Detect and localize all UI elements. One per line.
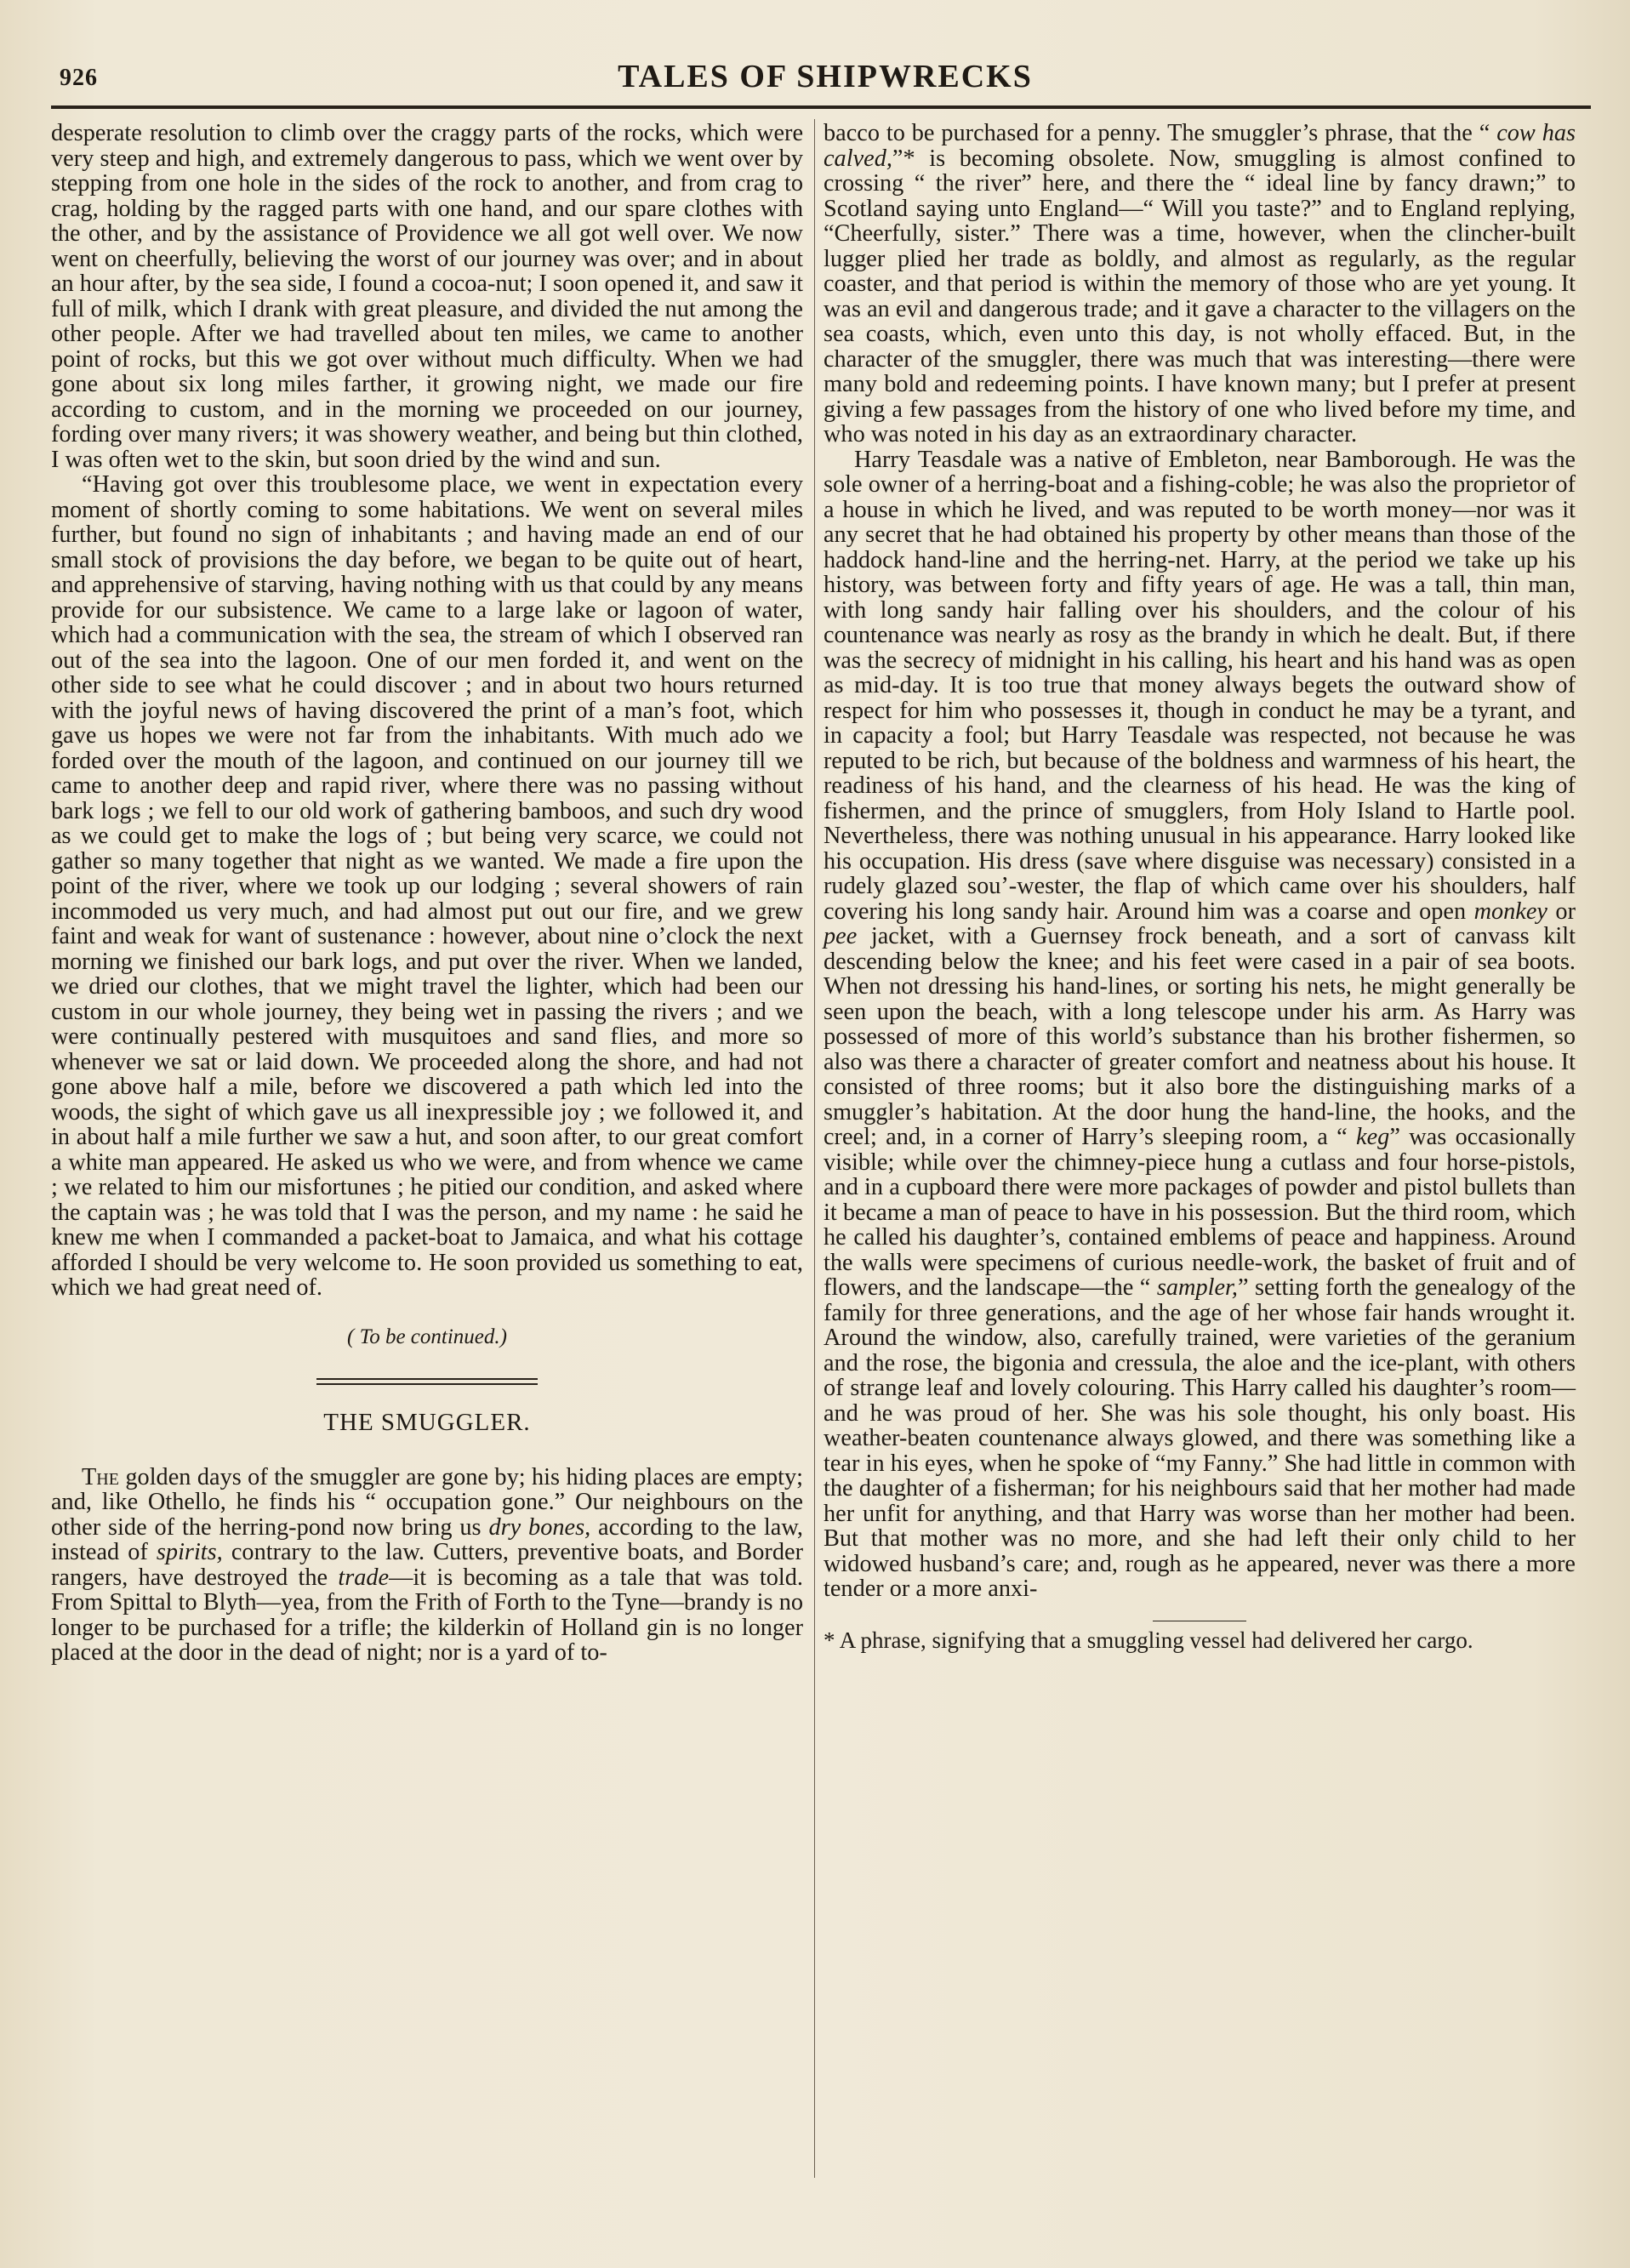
text-run: ” was occasionally visible; while over the chimney-piece hung a cutlass and four horse-pistols, and in a cupboard there were more packages of powder and pistol bullets than it became a man of peace to have in his possession. But the third room, which he called his daughter’s, contained emblems of peace and happiness. Around the walls were specimens of curious needle-work, the basket of fruit and of flowers, and the landscape—the “ [824,1124,1576,1301]
section-title: THE SMUGGLER. [323,1409,531,1436]
text-run: ” setting forth the genealogy of the family for three generations, and the age of her whose fair hands wrought it. Around the window, also, carefully trained, were varieties of the geranium and the rose, the bigonia and cressula, the aloe and the ice-plant, with others of strange leaf and lovely colouring. This Harry called his daughter’s room—and he was proud of her. She was his sole thought, his only boast. His weather-beaten countenance always glowed, and there was something like a tear in his eyes, when he spoke of “my Fanny.” She had little in common with the daughter of a fisherman; for his neighbours said that her mother had made her unfit for anything, and that Harry was worse than her mother had been. But that mother was no more, and she had left their only child to her widowed husband’s care; and, rough as he appeared, never was there a more tender or a more anxi- [824,1274,1576,1602]
italic-run: keg [1356,1124,1390,1150]
text-run: or [1547,898,1576,925]
italic-run: cow has calved, [824,120,1576,172]
text-run: Harry Teasdale was a native of Embleton, near Bamborough. He was the sole owner of a herring-boat and a fishing-coble; he was also the proprietor of a house in which he lived, and was reputed to be worth money—nor was it any secret that he had obtained his property by other means than those of the haddock hand-line and the herring-net. Harry, at the period we take up his history, was between forty and fifty years of age. He was a tall, thin man, with long sandy hair falling over his shoulders, and the colour of his countenance was nearly as rosy as the brandy in which he dealt. But, if there was the secrecy of midnight in his calling, his heart and his hand was as open as mid-day. It is too true that money always begets the outward show of respect for him who possesses it, though in conduct he may be a tyrant, and in capacity a fool; but Harry Teasdale was respected, not because he was reputed to be rich, but because of the boldness and warmness of his heart, the readiness of his hand, and the clearness of his head. He was the king of fishermen, and the prince of smugglers, from Holy Island to Hartle pool. Nevertheless, there was nothing unusual in his appearance. Harry looked like his occupation. His dress (save where disguise was necessary) consisted in a rudely glazed sou’-wester, the flap of which came over his shoulders, half covering his long sandy hair. Around him was a coarse and open [824,446,1576,925]
section-divider [316,1378,538,1385]
footnote: * A phrase, signifying that a smuggling vessel had delivered her cargo. [824,1627,1473,1653]
right-column [824,121,1576,1653]
page-number: 926 [60,65,98,91]
paragraph [824,447,1576,1602]
italic-run: pee [824,923,858,949]
italic-run: monkey [1473,898,1547,925]
page-header [60,49,1591,100]
italic-run: trade [338,1564,390,1591]
italic-run: spirits, [156,1539,223,1565]
left-column [51,121,803,1666]
to-be-continued-note: ( To be continued.) [347,1325,507,1348]
text-run: according to the law, instead of [51,1513,803,1565]
header-rule [51,105,1591,109]
paragraph: desperate resolution to climb over the craggy parts of the rocks, which were very steep and high, and extremely dangerous to pass, which we went over by stepping from one hole in the sides of the rock to another, and from crag to crag, holding by the ragged parts with one hand, and our spare clothes with the other, and by the assistance of Providence we all got well over. We now went on cheerfully, believing the worst of our journey was over; and in about an hour after, by the sea side, I found a cocoa-nut; I soon opened it, and saw it full of milk, which I drank with great pleasure, and divided the nut among the other people. After we had travelled about ten miles, we came to another point of rocks, but this we got over without much difficulty. When we had gone about six long miles farther, it growing night, we made our fire according to custom, and in the morning we proceeded on our journey, fording over many rivers; it was showery weather, and being but thin clothed, I was often wet to the skin, but soon dried by the wind and sun. [51,120,803,473]
drop-word: The [82,1463,119,1490]
column-rule [814,119,815,2178]
text-run: ”* is becoming obsolete. Now, smuggling is almost confined to crossing “ the river” here, and there the “ ideal line by fancy drawn;” to Scotland saying unto England—“ Will you taste?” and to England replying, “Cheerfully, sister.” There was a time, however, when the clincher-built lugger plied her trade as boldly, and almost as regularly, as the regular coaster, and that period is within the memory of those who are yet young. It was an evil and dangerous trade; and it gave a character to the villagers on the sea coasts, which, even unto this day, is not wholly effaced. But, in the character of the smuggler, there was much that was interesting—there were many bold and redeeming points. I have known many; but I prefer at present giving a few passages from the history of one who lived before my time, and who was noted in his day as an extraordinary character. [824,145,1576,447]
paragraph [51,1465,803,1666]
text-run: jacket, with a Guernsey frock beneath, and a sort of canvass kilt descending below the knee; and his feet were cased in a pair of sea boots. When not dressing his hand-lines, or sorting his nets, he might generally be seen upon the beach, with a long telescope under his arm. As Harry was possessed of more of this world’s substance than his brother fishermen, so also was there a character of greater comfort and neatness about his house. It consisted of three rooms; but it also bore the distinguishing marks of a smuggler’s habitation. At the door hung the hand-line, the hooks, and the creel; and, in a corner of Harry’s sleeping room, a “ [824,923,1576,1150]
italic-run: sampler, [1156,1274,1238,1301]
text-run: bacco to be purchased for a penny. The smuggler’s phrase, that the “ [824,120,1497,146]
text-run: contrary to the law. Cutters, preventive boats, and Border rangers, have destroyed the [51,1539,803,1591]
italic-run: dry bones, [488,1513,591,1541]
running-title: TALES OF SHIPWRECKS [618,59,1033,94]
paragraph [824,121,1576,447]
text-run: golden days of the smuggler are gone by; his hiding places are empty; and, like Othello, he finds his “ occupation gone.” Our neighbours on the other side of the herring-pond now bring us [51,1463,803,1541]
paragraph: “Having got over this troublesome place, we went in expectation every moment of shortly coming to some habitations. We went on several miles further, but found no sign of inhabitants ; and having made an end of our small stock of provisions the day before, we began to be quite out of heart, and apprehensive of starving, having nothing with us that could by any means provide for our subsistence. We came to a large lake or lagoon of water, which had a communication with the sea, the stream of which I observed ran out of the sea into the lagoon. One of our men forded it, and went on the other side to see what he could discover ; and in about two hours returned with the joyful news of having discovered the print of a man’s foot, which gave us hopes we were not far from the inhabitants. With much ado we forded over the mouth of the lagoon, and continued on our journey till we came to another deep and rapid river, where there was no passing without bark logs ; we fell to our old work of gathering bamboos, and such dry wood as we could get to make the logs of ; but being very scarce, we could not gather so many together that night as we wanted. We made a fire upon the point of the river, where we took up our lodging ; several showers of rain incommoded us very much, and had almost put out our fire, and we grew faint and weak for want of sustenance : however, about nine o’clock the next morning we finished our bark logs, and put over the river. When we landed, we dried our clothes, that we might travel the lighter, which had been our custom in our whole journey, they being wet in passing the rivers ; and we were continually pestered with musquitoes and sand flies, and more so whenever we sat or laid down. We proceeded along the shore, and had not gone above half a mile, before we discovered a path which led into the woods, the sight of which gave us all inexpressible joy ; we followed it, and in about half a mile further we saw a hut, and soon after, to our great comfort a white man appeared. He asked us who we were, and from whence we came ; we related to him our misfortunes ; he pitied our condition, and asked where the captain was ; he was told that I was the person, and my name : he said he knew me when I commanded a packet-boat to Jamaica, and what his cottage afforded I should be very welcome to. He soon provided us something to eat, which we had great need of. [51,471,803,1301]
text-run: —it is becoming as a tale that was told. From Spittal to Blyth—yea, from the Frith of Forth to the Tyne—brandy is no longer to be purchased for a trifle; the kilderkin of Holland gin is no longer placed at the door in the dead of night; nor is a yard of to- [51,1564,803,1666]
